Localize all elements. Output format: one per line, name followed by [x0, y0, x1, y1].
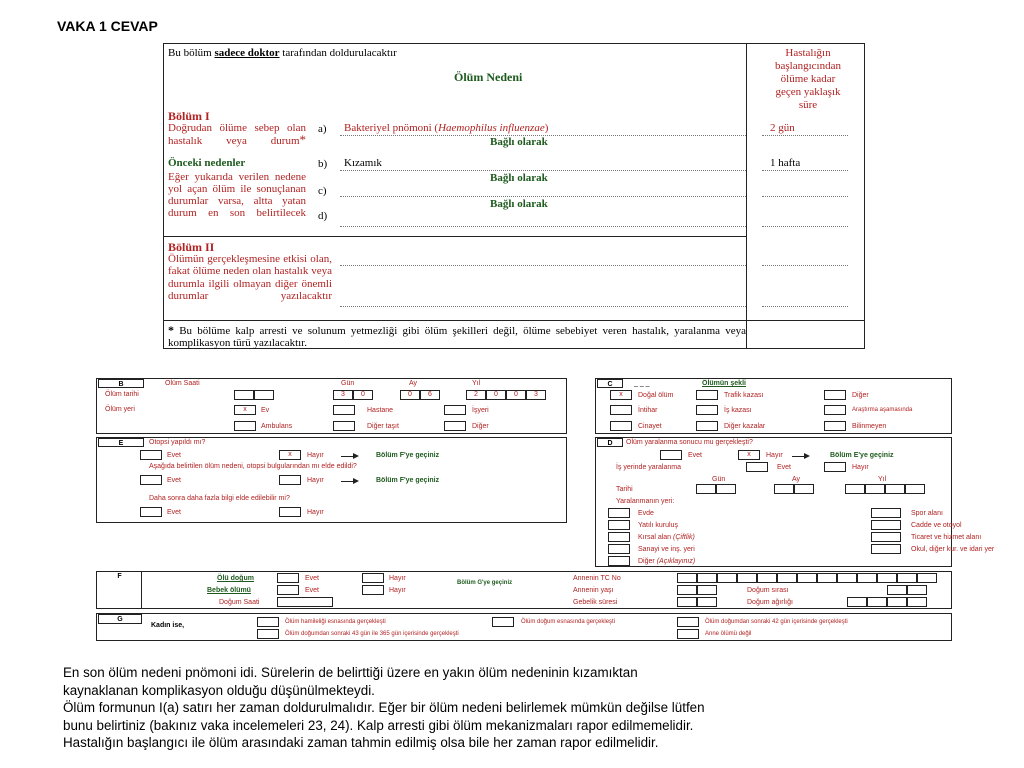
- line-c-letter: c): [318, 185, 327, 197]
- injury-date-box[interactable]: [716, 484, 736, 494]
- mother-id-box[interactable]: [837, 573, 857, 583]
- sports-checkbox[interactable]: [871, 508, 901, 518]
- time-box[interactable]: [234, 390, 254, 400]
- part1-antecedent-desc: Eğer yukarıda verilen nedene yol açan ölüm ile sonuçlanan durumlar varsa, altta yatan durum en son belirtilecek: [168, 171, 306, 219]
- section-f: [96, 571, 952, 609]
- workplace-label: İşyeri: [472, 407, 489, 414]
- injury-yes-label: Evet: [688, 452, 703, 459]
- section-d-letter: D: [597, 438, 623, 447]
- autopsy-yes-label: Evet: [167, 452, 182, 459]
- rural-checkbox[interactable]: [608, 532, 630, 542]
- ambulance-label: Ambulans: [261, 423, 293, 430]
- section-c-letter: C: [597, 379, 623, 388]
- homicide-label: Cinayet: [638, 423, 662, 430]
- birth-weight-box[interactable]: [847, 597, 867, 607]
- within-43-365-label: Ölüm doğumdan sonraki 43 gün ile 365 gün içerisinde gerçekleşti: [285, 631, 459, 637]
- other-injury-place-checkbox[interactable]: [608, 556, 630, 566]
- line-a-letter: a): [318, 123, 327, 135]
- line-b-underline: [340, 170, 746, 171]
- part2-title: Bölüm II: [168, 240, 215, 254]
- injury-date-box[interactable]: [774, 484, 794, 494]
- mother-id-label: Annenin TC No: [573, 575, 621, 582]
- pregnant-label: Ölüm hamileliği esnasında gerçekleşti: [285, 619, 386, 625]
- autopsy-findings-question: Aşağıda belirtilen ölüm nedeni, otopsi bulgularından mı elde edildi?: [149, 463, 357, 470]
- doctor-only-note: [168, 47, 397, 59]
- goto-arrow-icon: [341, 481, 355, 482]
- mother-id-box[interactable]: [757, 573, 777, 583]
- interval-header-line: süre: [798, 99, 818, 111]
- mother-id-box[interactable]: [857, 573, 877, 583]
- sports-label: Spor alanı: [911, 510, 943, 517]
- infant-no-label: Hayır: [389, 587, 406, 594]
- findings-yes-label: Evet: [167, 477, 182, 484]
- mother-id-box[interactable]: [797, 573, 817, 583]
- findings-no-checkbox[interactable]: [279, 475, 301, 485]
- findings-no-label: Hayır: [307, 477, 324, 484]
- section-b-letter: B: [98, 379, 144, 388]
- part-divider: [164, 236, 746, 237]
- within-43-365-checkbox[interactable]: [257, 629, 279, 639]
- home-label: Ev: [261, 407, 270, 414]
- workplace-checkbox[interactable]: [444, 405, 466, 415]
- section-g: [96, 613, 952, 641]
- mother-id-box[interactable]: [737, 573, 757, 583]
- injury-date-box[interactable]: [885, 484, 905, 494]
- other-manner-checkbox[interactable]: [824, 390, 846, 400]
- work-injury-label: İş yerinde yaralanma: [616, 464, 681, 471]
- death-time-label: Ölüm Saati: [165, 380, 200, 387]
- gestation-box[interactable]: [697, 597, 717, 607]
- work-injury-yes-checkbox[interactable]: [746, 462, 768, 472]
- intro-emphasis: sadece doktor: [214, 47, 280, 59]
- during-birth-label: Ölüm doğum esnasında gerçekleşti: [521, 619, 616, 625]
- injury-date-box[interactable]: [696, 484, 716, 494]
- street-label: Cadde ve otoyol: [911, 522, 962, 529]
- other-place-label: Diğer: [472, 423, 489, 430]
- mother-id-box[interactable]: [777, 573, 797, 583]
- autopsy-no-checkbox[interactable]: x: [279, 450, 301, 460]
- interval-header-line: Hastalığın: [785, 47, 831, 59]
- stillbirth-no-label: Hayır: [389, 575, 406, 582]
- interval-header-line: geçen yaklaşık: [775, 86, 841, 98]
- explanation-line: En son ölüm nedeni pnömoni idi. Sürelerin de belirttiği üzere en yakın ölüm nedeninin kızamıktan: [63, 665, 638, 680]
- footnote: [168, 324, 746, 349]
- asterisk-mark: *: [299, 132, 306, 147]
- stillbirth-label: Ölü doğum: [217, 575, 254, 582]
- birth-weight-box[interactable]: [907, 597, 927, 607]
- more-info-no-checkbox[interactable]: [279, 507, 301, 517]
- footnote-text: Bu bölüme kalp arresti ve solunum yetmezliği gibi ölüm şekilleri değil, ölüme sebebiyet veren hastalık, yaralanma veya komplikasyon türü yazılacaktır.: [168, 325, 746, 349]
- other-vehicle-checkbox[interactable]: [333, 421, 355, 431]
- due-to-label: Bağlı olarak: [490, 172, 548, 184]
- infant-no-checkbox[interactable]: [362, 585, 384, 595]
- unknown-manner-checkbox[interactable]: [824, 421, 846, 431]
- mother-age-box[interactable]: [677, 585, 697, 595]
- more-info-yes-checkbox[interactable]: [140, 507, 162, 517]
- suicide-label: İntihar: [638, 407, 658, 414]
- date-digit-box[interactable]: 6: [420, 390, 440, 400]
- more-info-question: Daha sonra daha fazla bilgi elde edilebilir mi?: [149, 495, 290, 502]
- lower-form: [96, 378, 995, 642]
- street-checkbox[interactable]: [871, 520, 901, 530]
- other-italic: (Açıklayınız): [656, 558, 696, 565]
- part2-desc: Ölümün gerçekleşmesine etkisi olan, fakat ölüme neden olan hastalık veya durumla ilgili olmayan diğer önemli durumlar yazılacaktır: [168, 253, 332, 302]
- injury-month-label: Ay: [792, 476, 801, 483]
- explanation-text: [63, 664, 963, 752]
- time-box[interactable]: [254, 390, 274, 400]
- infant-yes-label: Evet: [305, 587, 320, 594]
- line-a-suffix: ): [544, 122, 549, 134]
- infant-yes-checkbox[interactable]: [277, 585, 299, 595]
- intro-suffix: tarafından doldurulacaktır: [279, 47, 397, 59]
- rural-italic: (Çiftlik): [673, 534, 695, 541]
- injury-question: Ölüm yaralanma sonucu mu gerçekleşti?: [626, 439, 753, 446]
- autopsy-question: Otopsi yapıldı mı?: [149, 439, 206, 446]
- mother-id-box[interactable]: [817, 573, 837, 583]
- mother-id-box[interactable]: [917, 573, 937, 583]
- stillbirth-yes-checkbox[interactable]: [277, 573, 299, 583]
- natural-checkbox[interactable]: x: [610, 390, 632, 400]
- dashes: _ _ _: [634, 380, 650, 387]
- goto-g-label: Bölüm G'ye geçiniz: [457, 580, 513, 586]
- work-injury-no-checkbox[interactable]: [824, 462, 846, 472]
- cause-of-death-form: [163, 43, 865, 349]
- death-date-label: Ölüm tarihi: [105, 391, 139, 398]
- homicide-checkbox[interactable]: [610, 421, 632, 431]
- explanation-line: kaynaklanan komplikasyon olduğu düşünülmekteydi.: [63, 682, 375, 698]
- rural-label: [638, 533, 695, 542]
- line-b-letter: b): [318, 158, 328, 170]
- mother-age-box[interactable]: [697, 585, 717, 595]
- part1-direct-text: Doğrudan ölüme sebep olan hastalık veya durum: [168, 122, 306, 147]
- gestation-label: Gebelik süresi: [573, 599, 618, 606]
- interval-header-line: başlangıcından: [775, 60, 841, 72]
- explanation-line: bunu belirtiniz (bakınız vaka incelemeleri 23, 24). Kalp arresti gibi ölüm mekanizmaları rapor edilmemelidir.: [63, 717, 694, 733]
- not-maternal-label: Anne ölümü değil: [705, 631, 752, 637]
- birth-weight-label: Doğum ağırlığı: [747, 599, 793, 606]
- date-digit-box[interactable]: 3: [526, 390, 546, 400]
- goto-arrow-icon: [792, 456, 806, 457]
- other-injury-place-label: [638, 557, 695, 566]
- industry-checkbox[interactable]: [608, 544, 630, 554]
- work-accident-checkbox[interactable]: [696, 405, 718, 415]
- injury-date-box[interactable]: [865, 484, 885, 494]
- traffic-label: Trafik kazası: [724, 392, 764, 399]
- infant-death-label: Bebek ölümü: [207, 587, 251, 594]
- section-c: [595, 378, 952, 434]
- institution-label: Yatılı kuruluş: [638, 522, 678, 529]
- work-injury-yes-label: Evet: [777, 464, 792, 471]
- birth-time-box[interactable]: [277, 597, 333, 607]
- date-digit-box[interactable]: 0: [400, 390, 420, 400]
- hospital-label: Hastane: [367, 407, 394, 414]
- industry-label: Sanayi ve inş. yeri: [638, 546, 695, 553]
- school-checkbox[interactable]: [871, 544, 901, 554]
- due-to-label: Bağlı olarak: [490, 198, 548, 210]
- ambulance-checkbox[interactable]: [234, 421, 256, 431]
- month-label: Ay: [409, 380, 418, 387]
- section-e: [96, 437, 567, 523]
- mother-id-box[interactable]: [897, 573, 917, 583]
- line-d-interval-underline: [762, 226, 848, 227]
- work-injury-no-label: Hayır: [852, 464, 869, 471]
- birth-time-label: Doğum Saati: [219, 599, 260, 606]
- trade-checkbox[interactable]: [871, 532, 901, 542]
- footnote-divider: [164, 320, 864, 321]
- section-d: [595, 437, 995, 567]
- injury-home-label: Evde: [638, 510, 654, 517]
- findings-yes-checkbox[interactable]: [140, 475, 162, 485]
- death-place-label: Ölüm yeri: [105, 406, 135, 413]
- interval-header-line: ölüme kadar: [780, 73, 836, 85]
- gestation-box[interactable]: [677, 597, 697, 607]
- injury-date-label: Tarihi: [616, 486, 633, 493]
- part1-direct-cause-label: [168, 122, 306, 147]
- day-label: Gün: [341, 380, 355, 387]
- more-info-no-label: Hayır: [307, 509, 324, 516]
- line-b-interval-underline: [762, 170, 848, 171]
- line-a-value: [344, 122, 548, 134]
- other-accidents-checkbox[interactable]: [696, 421, 718, 431]
- date-digit-box[interactable]: 3: [333, 390, 353, 400]
- line-c-interval-underline: [762, 196, 848, 197]
- due-to-label: Bağlı olarak: [490, 136, 548, 148]
- other-manner-label: Diğer: [852, 392, 869, 399]
- date-digit-box[interactable]: 2: [466, 390, 486, 400]
- line-b-value: Kızamık: [344, 157, 382, 169]
- line-a-italic: Haemophilus influenzae: [438, 122, 545, 134]
- birth-order-box[interactable]: [887, 585, 907, 595]
- research-label: Araştırma aşamasında: [852, 407, 913, 413]
- other-place-checkbox[interactable]: [444, 421, 466, 431]
- autopsy-no-label: Hayır: [307, 452, 324, 459]
- part1-title: Bölüm I: [168, 109, 210, 123]
- goto-e-label: Bölüm E'ye geçiniz: [830, 452, 894, 459]
- other-vehicle-label: Diğer taşıt: [367, 423, 399, 430]
- form-heading: Ölüm Nedeni: [454, 70, 523, 84]
- institution-checkbox[interactable]: [608, 520, 630, 530]
- line-b-interval: 1 hafta: [770, 157, 801, 169]
- slide-title: VAKA 1 CEVAP: [57, 18, 158, 34]
- rural-prefix: Kırsal alan: [638, 534, 674, 541]
- line-a-prefix: Bakteriyel pnömoni (: [344, 122, 439, 134]
- mother-id-box[interactable]: [877, 573, 897, 583]
- manner-title: Ölümün şekli: [702, 380, 746, 387]
- part2-interval-line: [762, 265, 848, 266]
- interval-column-divider: [746, 44, 747, 348]
- school-label: Okul, diğer kur. ve idari yer: [911, 546, 995, 553]
- other-accidents-label: Diğer kazalar: [724, 423, 766, 430]
- research-checkbox[interactable]: [824, 405, 846, 415]
- stillbirth-yes-label: Evet: [305, 575, 320, 582]
- unknown-manner-label: Bilinmeyen: [852, 423, 887, 430]
- trade-label: Ticaret ve hizmet alanı: [911, 534, 982, 541]
- not-maternal-checkbox[interactable]: [677, 629, 699, 639]
- goto-arrow-icon: [341, 456, 355, 457]
- injury-date-box[interactable]: [905, 484, 925, 494]
- injury-day-label: Gün: [712, 476, 726, 483]
- line-a-interval-underline: [762, 135, 848, 136]
- work-accident-label: İş kazası: [724, 407, 752, 414]
- other-prefix: Diğer: [638, 558, 657, 565]
- injury-year-label: Yıl: [878, 476, 887, 483]
- birth-weight-box[interactable]: [887, 597, 907, 607]
- explanation-line: Ölüm formunun I(a) satırı her zaman doldurulmalıdır. Eğer bir ölüm nedeni belirlemek mümkün değilse lütfen: [63, 700, 705, 715]
- natural-label: Doğal ölüm: [638, 392, 674, 399]
- goto-f-label: Bölüm F'ye geçiniz: [376, 452, 440, 459]
- part1-antecedent-label: Önceki nedenler: [168, 157, 246, 169]
- interval-header: [754, 47, 862, 112]
- if-woman-label: Kadın ise,: [151, 622, 185, 629]
- home-checkbox[interactable]: x: [234, 405, 256, 415]
- intro-prefix: Bu bölüm: [168, 47, 215, 59]
- part2-interval-line: [762, 306, 848, 307]
- injury-yes-checkbox[interactable]: [660, 450, 682, 460]
- autopsy-yes-checkbox[interactable]: [140, 450, 162, 460]
- traffic-checkbox[interactable]: [696, 390, 718, 400]
- part2-line: [340, 265, 746, 266]
- pregnant-checkbox[interactable]: [257, 617, 279, 627]
- mother-id-box[interactable]: [677, 573, 697, 583]
- suicide-checkbox[interactable]: [610, 405, 632, 415]
- line-c-underline: [340, 196, 746, 197]
- more-info-yes-label: Evet: [167, 509, 182, 516]
- birth-weight-box[interactable]: [867, 597, 887, 607]
- part2-line: [340, 306, 746, 307]
- injury-no-label: Hayır: [766, 452, 783, 459]
- stillbirth-no-checkbox[interactable]: [362, 573, 384, 583]
- section-e-letter: E: [98, 438, 144, 447]
- injury-no-checkbox[interactable]: x: [738, 450, 760, 460]
- injury-date-box[interactable]: [845, 484, 865, 494]
- birth-order-box[interactable]: [907, 585, 927, 595]
- footnote-asterisk: *: [168, 323, 174, 337]
- section-b: [96, 378, 567, 434]
- date-digit-box[interactable]: 0: [506, 390, 526, 400]
- line-a-interval: 2 gün: [770, 122, 795, 134]
- date-digit-box[interactable]: 0: [353, 390, 373, 400]
- mother-id-box[interactable]: [697, 573, 717, 583]
- date-digit-box[interactable]: 0: [486, 390, 506, 400]
- within-42-label: Ölüm doğumdan sonraki 42 gün içerisinde gerçekleşti: [705, 619, 848, 625]
- section-f-letter: F: [98, 572, 142, 608]
- during-birth-checkbox[interactable]: [492, 617, 514, 627]
- line-d-underline: [340, 226, 746, 227]
- birth-order-label: Doğum sırası: [747, 587, 789, 594]
- injury-home-checkbox[interactable]: [608, 508, 630, 518]
- injury-date-box[interactable]: [794, 484, 814, 494]
- injury-place-label: Yaralanmanın yeri:: [616, 498, 675, 505]
- explanation-line: Hastalığın başlangıcı ile ölüm arasındaki zaman tahmin edilmiş olsa bile her zaman rapor edilmelidir.: [63, 735, 659, 750]
- within-42-checkbox[interactable]: [677, 617, 699, 627]
- mother-age-label: Annenin yaşı: [573, 587, 614, 594]
- mother-id-box[interactable]: [717, 573, 737, 583]
- line-d-letter: d): [318, 210, 328, 222]
- section-g-letter: G: [98, 614, 142, 624]
- hospital-checkbox[interactable]: [333, 405, 355, 415]
- year-label: Yıl: [472, 380, 481, 387]
- goto-f-label: Bölüm F'ye geçiniz: [376, 477, 440, 484]
